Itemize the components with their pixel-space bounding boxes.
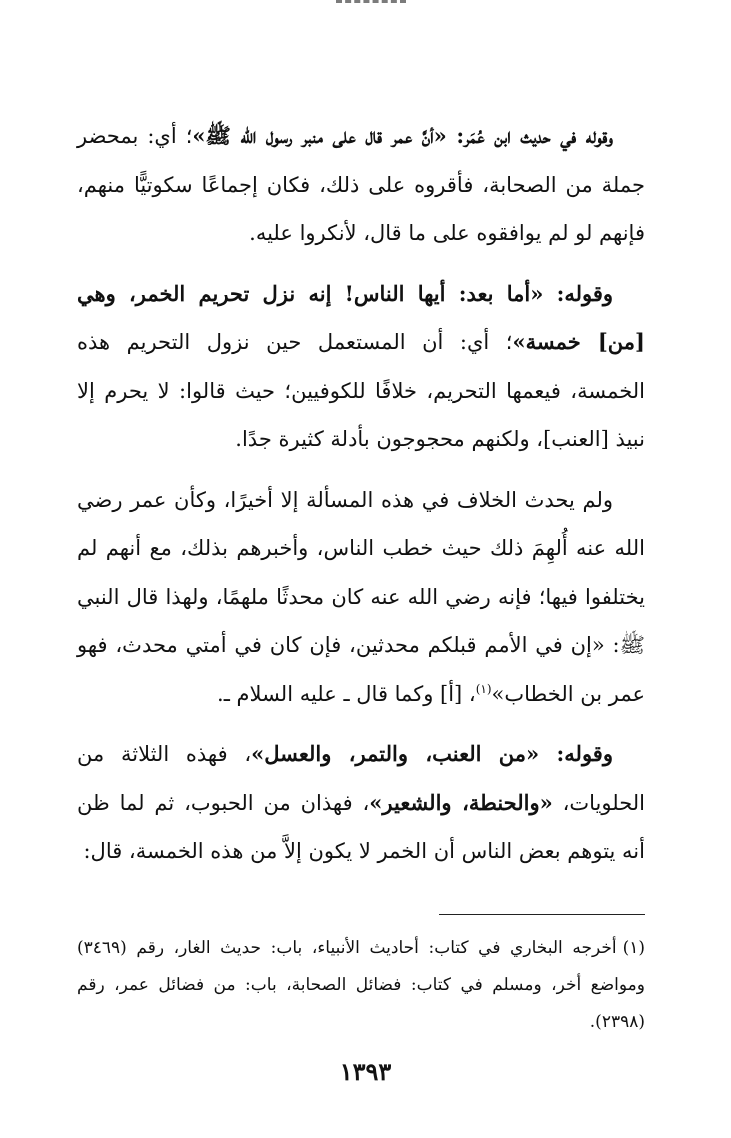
footnote <box>77 930 645 1041</box>
bold-text-run: «أما بعد: أيها الناس! إنه نزل تحريم الخمر، وهي [من] خمسة» <box>77 280 645 354</box>
paragraph <box>77 270 645 464</box>
text-run: ، [أ] وكما قال ـ عليه السلام ـ. <box>217 681 476 706</box>
text-run: ؛ أي: بمحضر جملة من الصحابة، فأقروه على ذلك، فكان إجماعًا سكوتيًّا منهم، فإنهم لو لم يوافقوه على ما قال، لأنكروا عليه. <box>77 124 645 245</box>
text-run: ، فهذه الثلاثة من الحلويات، <box>77 742 645 815</box>
bold-text-run: «أنَّ عمر قال على منبر رسول الله ﷺ» <box>192 123 447 148</box>
page-number: ١٣٩٣ <box>339 1057 392 1086</box>
text-run: ؛ أي: أن المستعمل حين نزول التحريم هذه الخمسة، فيعمها التحريم، خلافًا للكوفيين؛ حيث قالوا: لا يحرم إلا نبيذ [العنب]، ولكنهم محجوجون بأدلة كثيرة جدًا. <box>77 330 645 451</box>
footnote-text: أخرجه البخاري في كتاب: أحاديث الأنبياء، باب: حديث الغار، رقم (٣٤٦٩) ومواضع أخر، ومسلم في كتاب: فضائل الصحابة، باب: من فضائل عمر، رقم (٢٣٩٨). <box>77 938 645 1032</box>
paragraph <box>77 112 645 258</box>
top-edge-marks <box>336 0 406 9</box>
bold-text-run: وقوله: <box>543 280 614 306</box>
bold-text-run: وقوله في حديث ابن عُمَر: <box>446 123 614 148</box>
paragraph <box>77 730 645 876</box>
footnotes-section <box>77 930 645 1041</box>
footnote-divider <box>439 914 645 915</box>
text-run: ، فهذان من الحبوب، ثم لما ظن أنه يتوهم بعض الناس أن الخمر لا يكون إلاَّ من هذه الخمسة، قال: <box>77 790 645 863</box>
paragraph <box>77 476 645 719</box>
footnote-number: (١) <box>622 938 645 958</box>
main-text <box>77 112 645 888</box>
bold-text-run: «والحنطة، والشعير» <box>369 789 553 815</box>
bold-text-run: «من العنب، والتمر، والعسل» <box>251 741 540 766</box>
footnote-reference[interactable]: (١) <box>475 681 492 696</box>
bold-text-run: وقوله: <box>539 741 613 766</box>
text-run: ولم يحدث الخلاف في هذه المسألة إلا أخيرًا، وكأن عمر رضي الله عنه أُلهِمَ ذلك حيث خطب الناس، وأخبرهم بذلك، مع أنهم لم يختلفوا فيها؛ فإنه رضي الله عنه كان محدثًا ملهمًا، ولهذا قال النبي ﷺ: «إن في الأمم قبلكم محدثين، فإن كان في أمتي محدث، فهو عمر بن الخطاب» <box>77 487 645 706</box>
